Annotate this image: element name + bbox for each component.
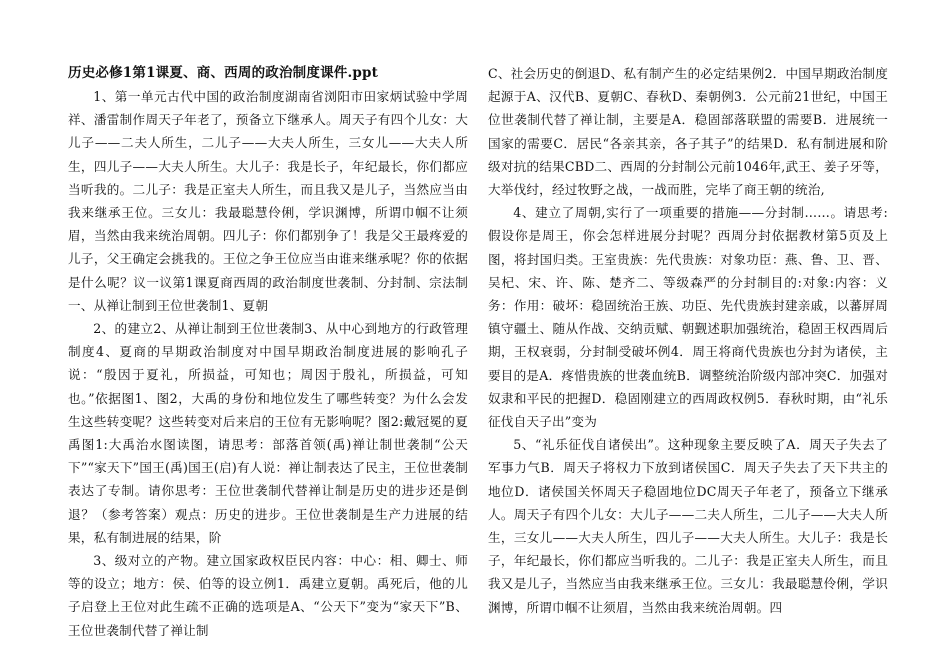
paragraph-5: 5、“礼乐征伐自诸侯出”。这种现象主要反映了A．周天子失去了军事力气B．周天子将权力下放到诸侯国C．周天子失去了天下共主的地位D．诸侯国关怀周天子稳固地位DC周天子年老了，预备立下继承人。周天子有四个儿女：大儿子——二夫人所生，二儿子——大夫人所生，三女儿——大夫人所生，四儿子——大夫人所生。大儿子：我是长子，年纪最长，你们都应当听我的。二儿子：我是正室夫人所生，而且我又是儿子，当然应当由我来继承王位。三女儿：我最聪慧伶俐，学识渊博，所谓巾帼不让须眉，当然由我来统治周朝。四 <box>488 437 888 615</box>
paragraph-4: 4、建立了周朝,实行了一项重要的措施——分封制……。请思考:假设你是周王，你会怎样进展分封呢？西周分封依据教材第5页及上图，将封国归类。王室贵族：先代贵族：对象功臣：燕、鲁、卫、晋、吴杞、宋、许、陈、楚齐二、等级森严的分封制目的:对象:内容：义务：作用：破坏：稳固统治王族、功臣、先代贵族封建亲戚，以蕃屏周镇守疆土、随从作战、交纳贡赋、朝觐述职加强统治，稳固王权西周后期，王权衰弱，分封制受破坏例4．周王将商代贵族也分封为诸侯，主要目的是A．疼惜贵族的世袭血统B．调整统治阶级内部冲突C．加强对奴隶和平民的把握D．稳固刚建立的西周政权例5．春秋时期，由“礼乐征伐自天子出”变为 <box>488 205 888 430</box>
document-title: 历史必修1第1课夏、商、西周的政治制度课件.ppt <box>68 65 379 81</box>
paragraph-3: 3、级对立的产物。建立国家政权臣民内容：中心：相、卿士、师等的设立；地方：侯、伯等的设立例1．禹建立夏朝。禹死后，他的儿子启登上王位对此生疏不正确的选项是A、“公天下”变为“家天下”B、王位世袭制代替了禅让制 <box>68 553 468 638</box>
left-column <box>68 62 468 642</box>
paragraph-2: 2、的建立2、从禅让制到王位世袭制3、从中心到地方的行政管理制度4、夏商的早期政治制度对中国早期政治制度进展的影响孔子说：“殷因于夏礼，所损益，可知也；周因于殷礼，所损益，可知也。”依据图1、图2，大禹的身份和地位发生了哪些转变？为什么会发生这些转变呢？这些转变对后来启的王位有无影响呢？图2:戴冠冕的夏禹图1:大禹治水图读图，请思考：部落首领(禹)禅让制世袭制“公天下”“家天下”国王(禹)国王(启)有人说：禅让制表达了民主，王位世袭制表达了专制。请你思考：王位世袭制代替禅让制是历史的进步还是倒退？（参考答案）观点：历史的进步。王位世袭制是生产力进展的结果，私有制进展的结果，阶 <box>68 321 468 545</box>
right-column <box>488 62 888 619</box>
paragraph-1: 1、第一单元古代中国的政治制度湖南省浏阳市田家炳试验中学周祥、潘雷制作周天子年老了，预备立下继承人。周天子有四个儿女：大儿子——二夫人所生，二儿子——大夫人所生，三女儿——大夫人所生，四儿子——大夫人所生。大儿子：我是长子，年纪最长，你们都应当听我的。二儿子：我是正室夫人所生，而且我又是儿子，当然应当由我来继承王位。三女儿：我最聪慧伶俐，学识渊博，所谓巾帼不让须眉，当然由我来统治周朝。四儿子：你们都别争了！我是父王最疼爱的儿子，父王确定会挑我的。王位之争王位应当由谁来继承呢？你的依据是什么呢？议一议第1课夏商西周的政治制度世袭制、分封制、宗法制一、从禅让制到王位世袭制1、夏朝 <box>68 89 468 313</box>
paragraph-3-continued: C、社会历史的倒退D、私有制产生的必定结果例2．中国早期政治制度起源于A、汉代B、夏朝C、春秋D、秦朝例3．公元前21世纪，中国王位世袭制代替了禅让制，主要是A．稳固部落联盟的需要B．进展统一国家的需要C．居民“各亲其亲，各子其子”的结果D．私有制进展和阶级对抗的结果CBD二、西周的分封制公元前1046年,武王、姜子牙等，大举伐纣，经过牧野之战，一战而胜，完毕了商王朝的统治, <box>488 66 888 198</box>
